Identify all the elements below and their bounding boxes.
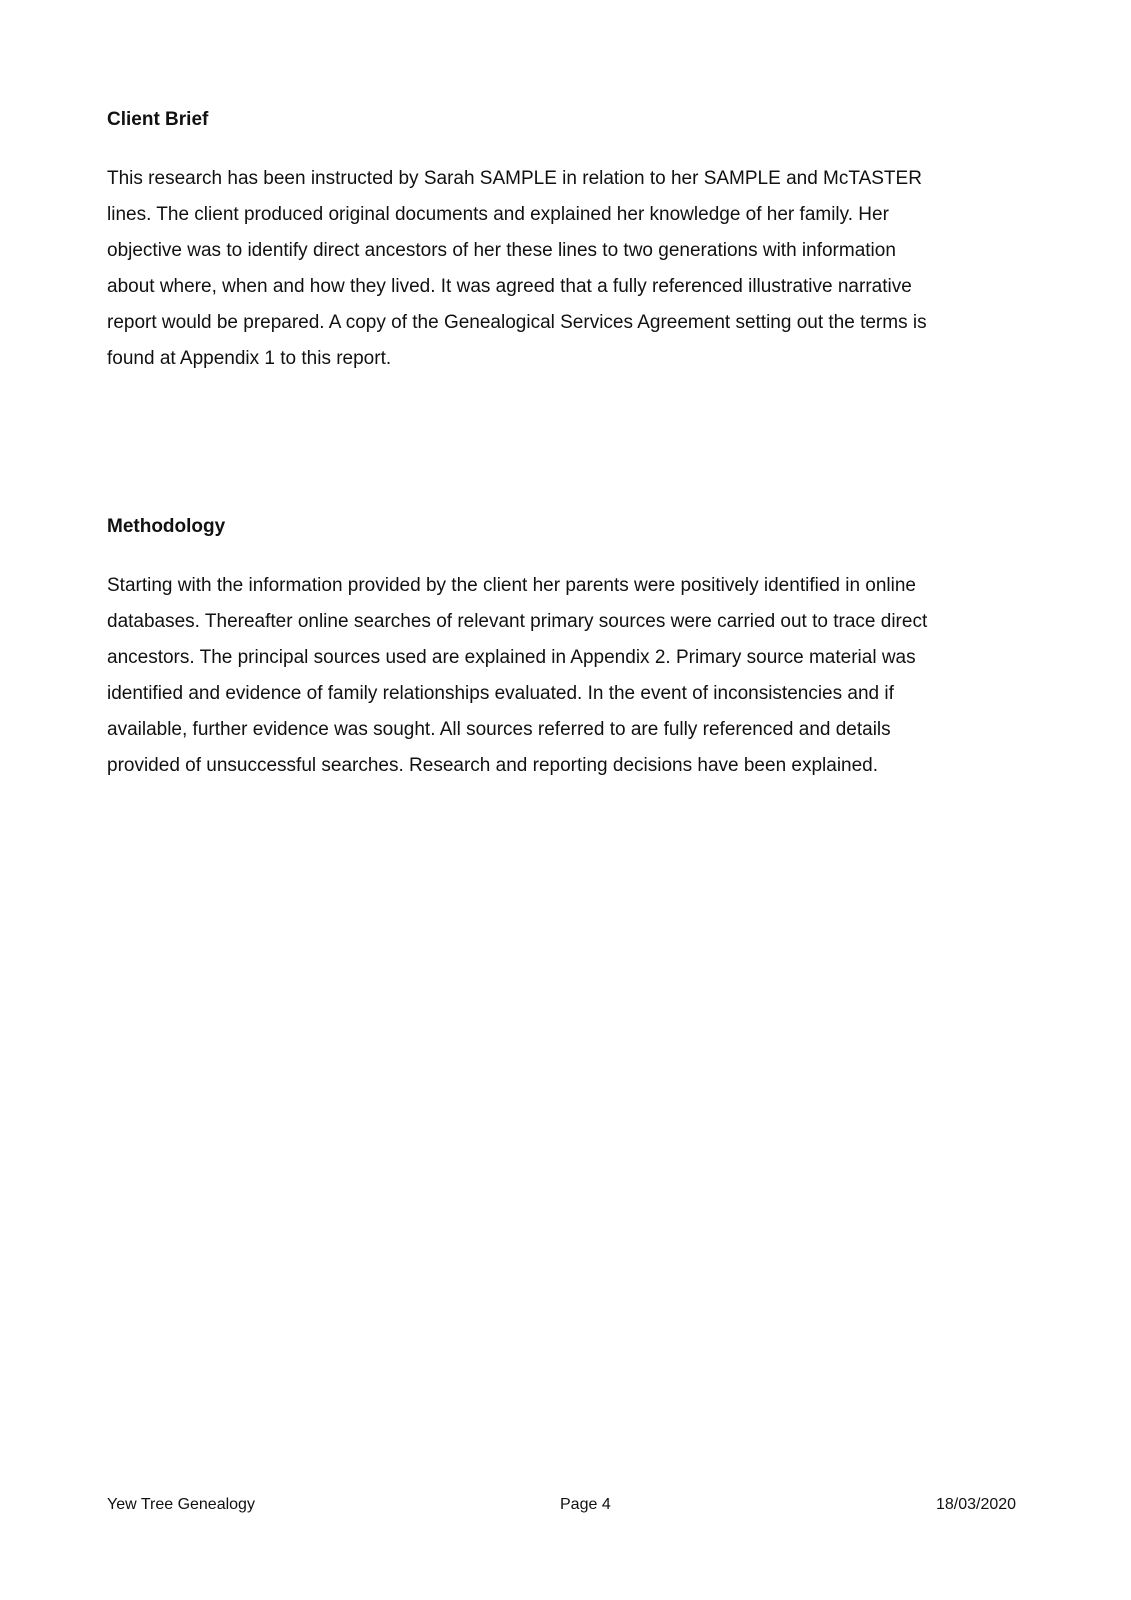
footer-date: 18/03/2020 (936, 1496, 1017, 1513)
methodology-line: available, further evidence was sought. All sources referred to are fully referenced and details (107, 719, 891, 740)
client-brief-line: lines. The client produced original documents and explained her knowledge of her family. Her (107, 204, 889, 225)
client-brief-line: found at Appendix 1 to this report. (107, 348, 392, 369)
methodology-paragraph (107, 568, 1037, 784)
client-brief-line: objective was to identify direct ancestors of her these lines to two generations with information (107, 240, 896, 261)
client-brief-line: about where, when and how they lived. It was agreed that a fully referenced illustrative narrative (107, 276, 912, 297)
client-brief-line: report would be prepared. A copy of the Genealogical Services Agreement setting out the terms is (107, 312, 927, 333)
client-brief-line: This research has been instructed by Sarah SAMPLE in relation to her SAMPLE and McTASTER (107, 168, 922, 189)
methodology-line: provided of unsuccessful searches. Research and reporting decisions have been explained. (107, 755, 879, 776)
methodology-line: databases. Thereafter online searches of relevant primary sources were carried out to trace direct (107, 611, 928, 632)
footer-page-number: Page 4 (560, 1496, 611, 1513)
methodology-line: ancestors. The principal sources used are explained in Appendix 2. Primary source material was (107, 647, 916, 668)
client-brief-paragraph (107, 161, 1037, 377)
methodology-line: Starting with the information provided by the client her parents were positively identified in online (107, 575, 917, 596)
methodology-line: identified and evidence of family relationships evaluated. In the event of inconsistencies and if (107, 683, 894, 704)
methodology-heading: Methodology (107, 516, 226, 537)
footer-company-name: Yew Tree Genealogy (107, 1496, 255, 1513)
client-brief-heading: Client Brief (107, 109, 209, 130)
